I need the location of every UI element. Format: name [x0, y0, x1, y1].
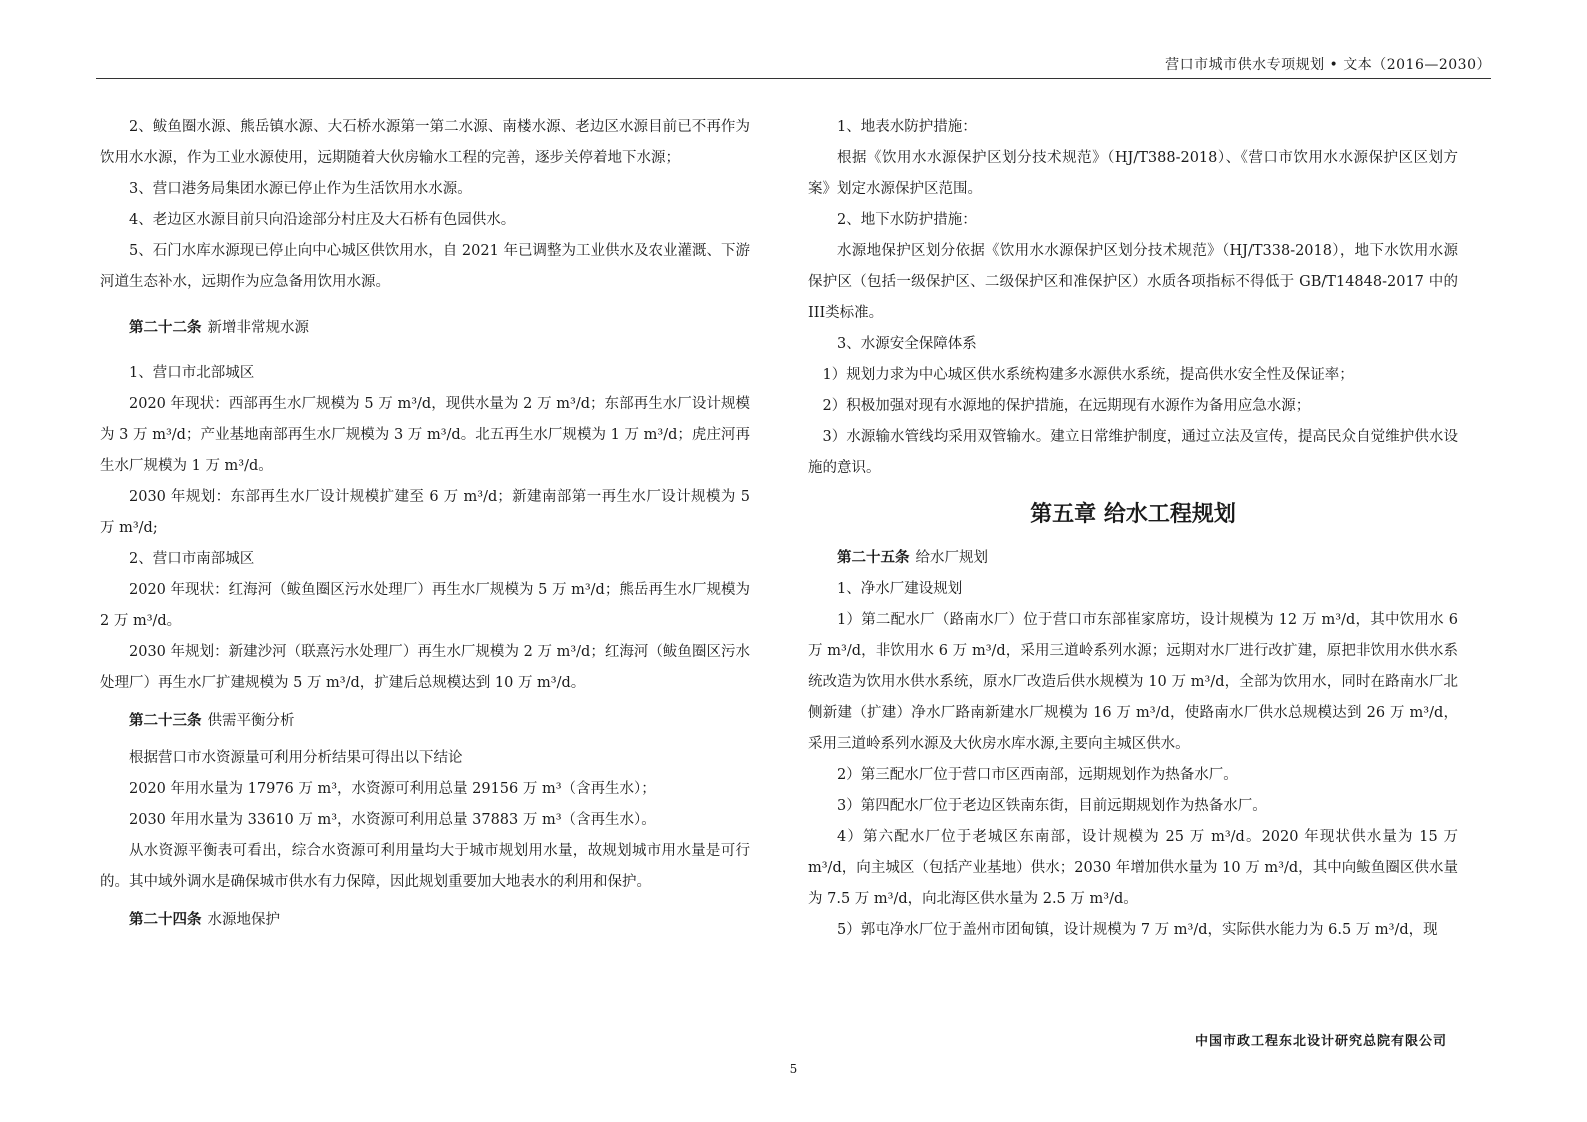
article-title: 供需平衡分析: [207, 713, 295, 729]
article-title: 水源地保护: [207, 912, 280, 928]
paragraph: 2）第三配水厂位于营口市区西南部，远期规划作为热备水厂。: [837, 767, 1238, 783]
paragraph: 4）第六配水厂位于老城区东南部，设计规模为 25 万 m³/d。2020 年现状供水量为 15 万 m³/d，向主城区（包括产业基地）供水；2030 年增加供水量为 10 万 m³/d，其中向鲅鱼圈区供水量为 7.5 万 m³/d，向北海区供水量为 2.5 万 m³/d。: [808, 829, 1458, 907]
article-title: 新增非常规水源: [207, 320, 309, 336]
article-number: 第二十二条: [129, 319, 202, 336]
article-title: 给水厂规划: [915, 550, 988, 566]
paragraph: 4、老边区水源目前只向沿途部分村庄及大石桥有色园供水。: [129, 212, 516, 228]
paragraph: 3）水源输水管线均采用双管输水。建立日常维护制度，通过立法及宣传，提高民众自觉维护供水设施的意识。: [808, 429, 1458, 476]
page-header: [96, 52, 1491, 79]
paragraph: 5、石门水库水源现已停止向中心城区供饮用水，自 2021 年已调整为工业供水及农业灌溉、下游河道生态补水，远期作为应急备用饮用水源。: [100, 243, 750, 290]
paragraph: 根据《饮用水水源保护区划分技术规范》（HJ/T388-2018）、《营口市饮用水水源保护区区划方案》划定水源保护区范围。: [808, 150, 1458, 197]
paragraph: 2020 年现状：红海河（鲅鱼圈区污水处理厂）再生水厂规模为 5 万 m³/d；熊岳再生水厂规模为 2 万 m³/d。: [100, 582, 750, 629]
paragraph: 3、水源安全保障体系: [837, 336, 977, 352]
footer-organization: 中国市政工程东北设计研究总院有限公司: [1194, 1034, 1447, 1049]
paragraph: 2020 年现状：西部再生水厂规模为 5 万 m³/d，现供水量为 2 万 m³/d；东部再生水厂设计规模为 3 万 m³/d；产业基地南部再生水厂规模为 3 万 m³/d。北五再生水厂规模为 1 万 m³/d；虎庄河再生水厂规模为 1 万 m³/d。: [100, 396, 750, 474]
paragraph: 1、地表水防护措施：: [837, 119, 977, 135]
paragraph: 3、营口港务局集团水源已停止作为生活饮用水水源。: [129, 181, 472, 197]
article-heading-25: [808, 542, 1458, 574]
paragraph: 从水资源平衡表可看出，综合水资源可利用量均大于城市规划用水量，故规划城市用水量是可行的。其中域外调水是确保城市供水有力保障，因此规划重要加大地表水的利用和保护。: [100, 843, 750, 890]
article-number: 第二十三条: [129, 712, 202, 729]
paragraph: 1、营口市北部城区: [129, 365, 255, 381]
paragraph: 2020 年用水量为 17976 万 m³，水资源可利用总量 29156 万 m³（含再生水）；: [129, 781, 656, 797]
article-number: 第二十四条: [129, 911, 202, 928]
paragraph: 2、地下水防护措施：: [837, 212, 977, 228]
paragraph: 水源地保护区划分依据《饮用水水源保护区划分技术规范》（HJ/T338-2018），地下水饮用水源保护区（包括一级保护区、二级保护区和准保护区）水质各项指标不得低于 GB/T14848-2017 中的III类标准。: [808, 243, 1458, 321]
left-column: [100, 112, 750, 936]
chapter-title: 第五章 给水工程规划: [1030, 502, 1236, 527]
paragraph: 2）积极加强对现有水源地的保护措施，在远期现有水源作为备用应急水源；: [822, 398, 1311, 414]
paragraph: 1）第二配水厂（路南水厂）位于营口市东部崔家席坊，设计规模为 12 万 m³/d，其中饮用水 6 万 m³/d，非饮用水 6 万 m³/d，采用三道岭系列水源；远期对水厂进行改扩建，原把非饮用水供水系统改造为饮用水供水系统，原水厂改造后供水规模为 10 万 m³/d，全部为饮用水，同时在路南水厂北侧新建（扩建）净水厂路南新建水厂规模为 16 万 m³/d，使路南水厂供水总规模达到 26 万 m³/d，采用三道岭系列水源及大伙房水库水源,主要向主城区供水。: [808, 612, 1458, 752]
paragraph: 2030 年规划：新建沙河（联熹污水处理厂）再生水厂规模为 2 万 m³/d；红海河（鲅鱼圈区污水处理厂）再生水厂扩建规模为 5 万 m³/d，扩建后总规模达到 10 万 m³/d。: [100, 644, 750, 691]
page-number: 5: [789, 1062, 798, 1076]
paragraph: 2、鲅鱼圈水源、熊岳镇水源、大石桥水源第一第二水源、南楼水源、老边区水源目前已不再作为饮用水水源，作为工业水源使用，远期随着大伙房输水工程的完善，逐步关停着地下水源；: [100, 119, 750, 166]
right-column: [808, 112, 1458, 946]
paragraph: 2030 年规划：东部再生水厂设计规模扩建至 6 万 m³/d；新建南部第一再生水厂设计规模为 5 万 m³/d;: [100, 489, 750, 536]
paragraph: 3）第四配水厂位于老边区铁南东街，目前远期规划作为热备水厂。: [837, 798, 1267, 814]
article-heading-24: [100, 904, 750, 936]
article-heading-23: [100, 705, 750, 737]
paragraph: 1、净水厂建设规划: [837, 581, 963, 597]
article-heading-22: [100, 312, 750, 344]
paragraph: 1）规划力求为中心城区供水系统构建多水源供水系统，提高供水安全性及保证率；: [822, 367, 1354, 383]
paragraph: 2、营口市南部城区: [129, 551, 255, 567]
header-title: 营口市城市供水专项规划 • 文本（2016—2030）: [1165, 57, 1491, 73]
article-number: 第二十五条: [837, 549, 910, 566]
paragraph: 5）郭屯净水厂位于盖州市团甸镇，设计规模为 7 万 m³/d，实际供水能力为 6.5 万 m³/d，现: [837, 922, 1438, 938]
paragraph: 根据营口市水资源量可利用分析结果可得出以下结论: [129, 750, 463, 766]
paragraph: 2030 年用水量为 33610 万 m³，水资源可利用总量 37883 万 m³（含再生水）。: [129, 812, 656, 828]
